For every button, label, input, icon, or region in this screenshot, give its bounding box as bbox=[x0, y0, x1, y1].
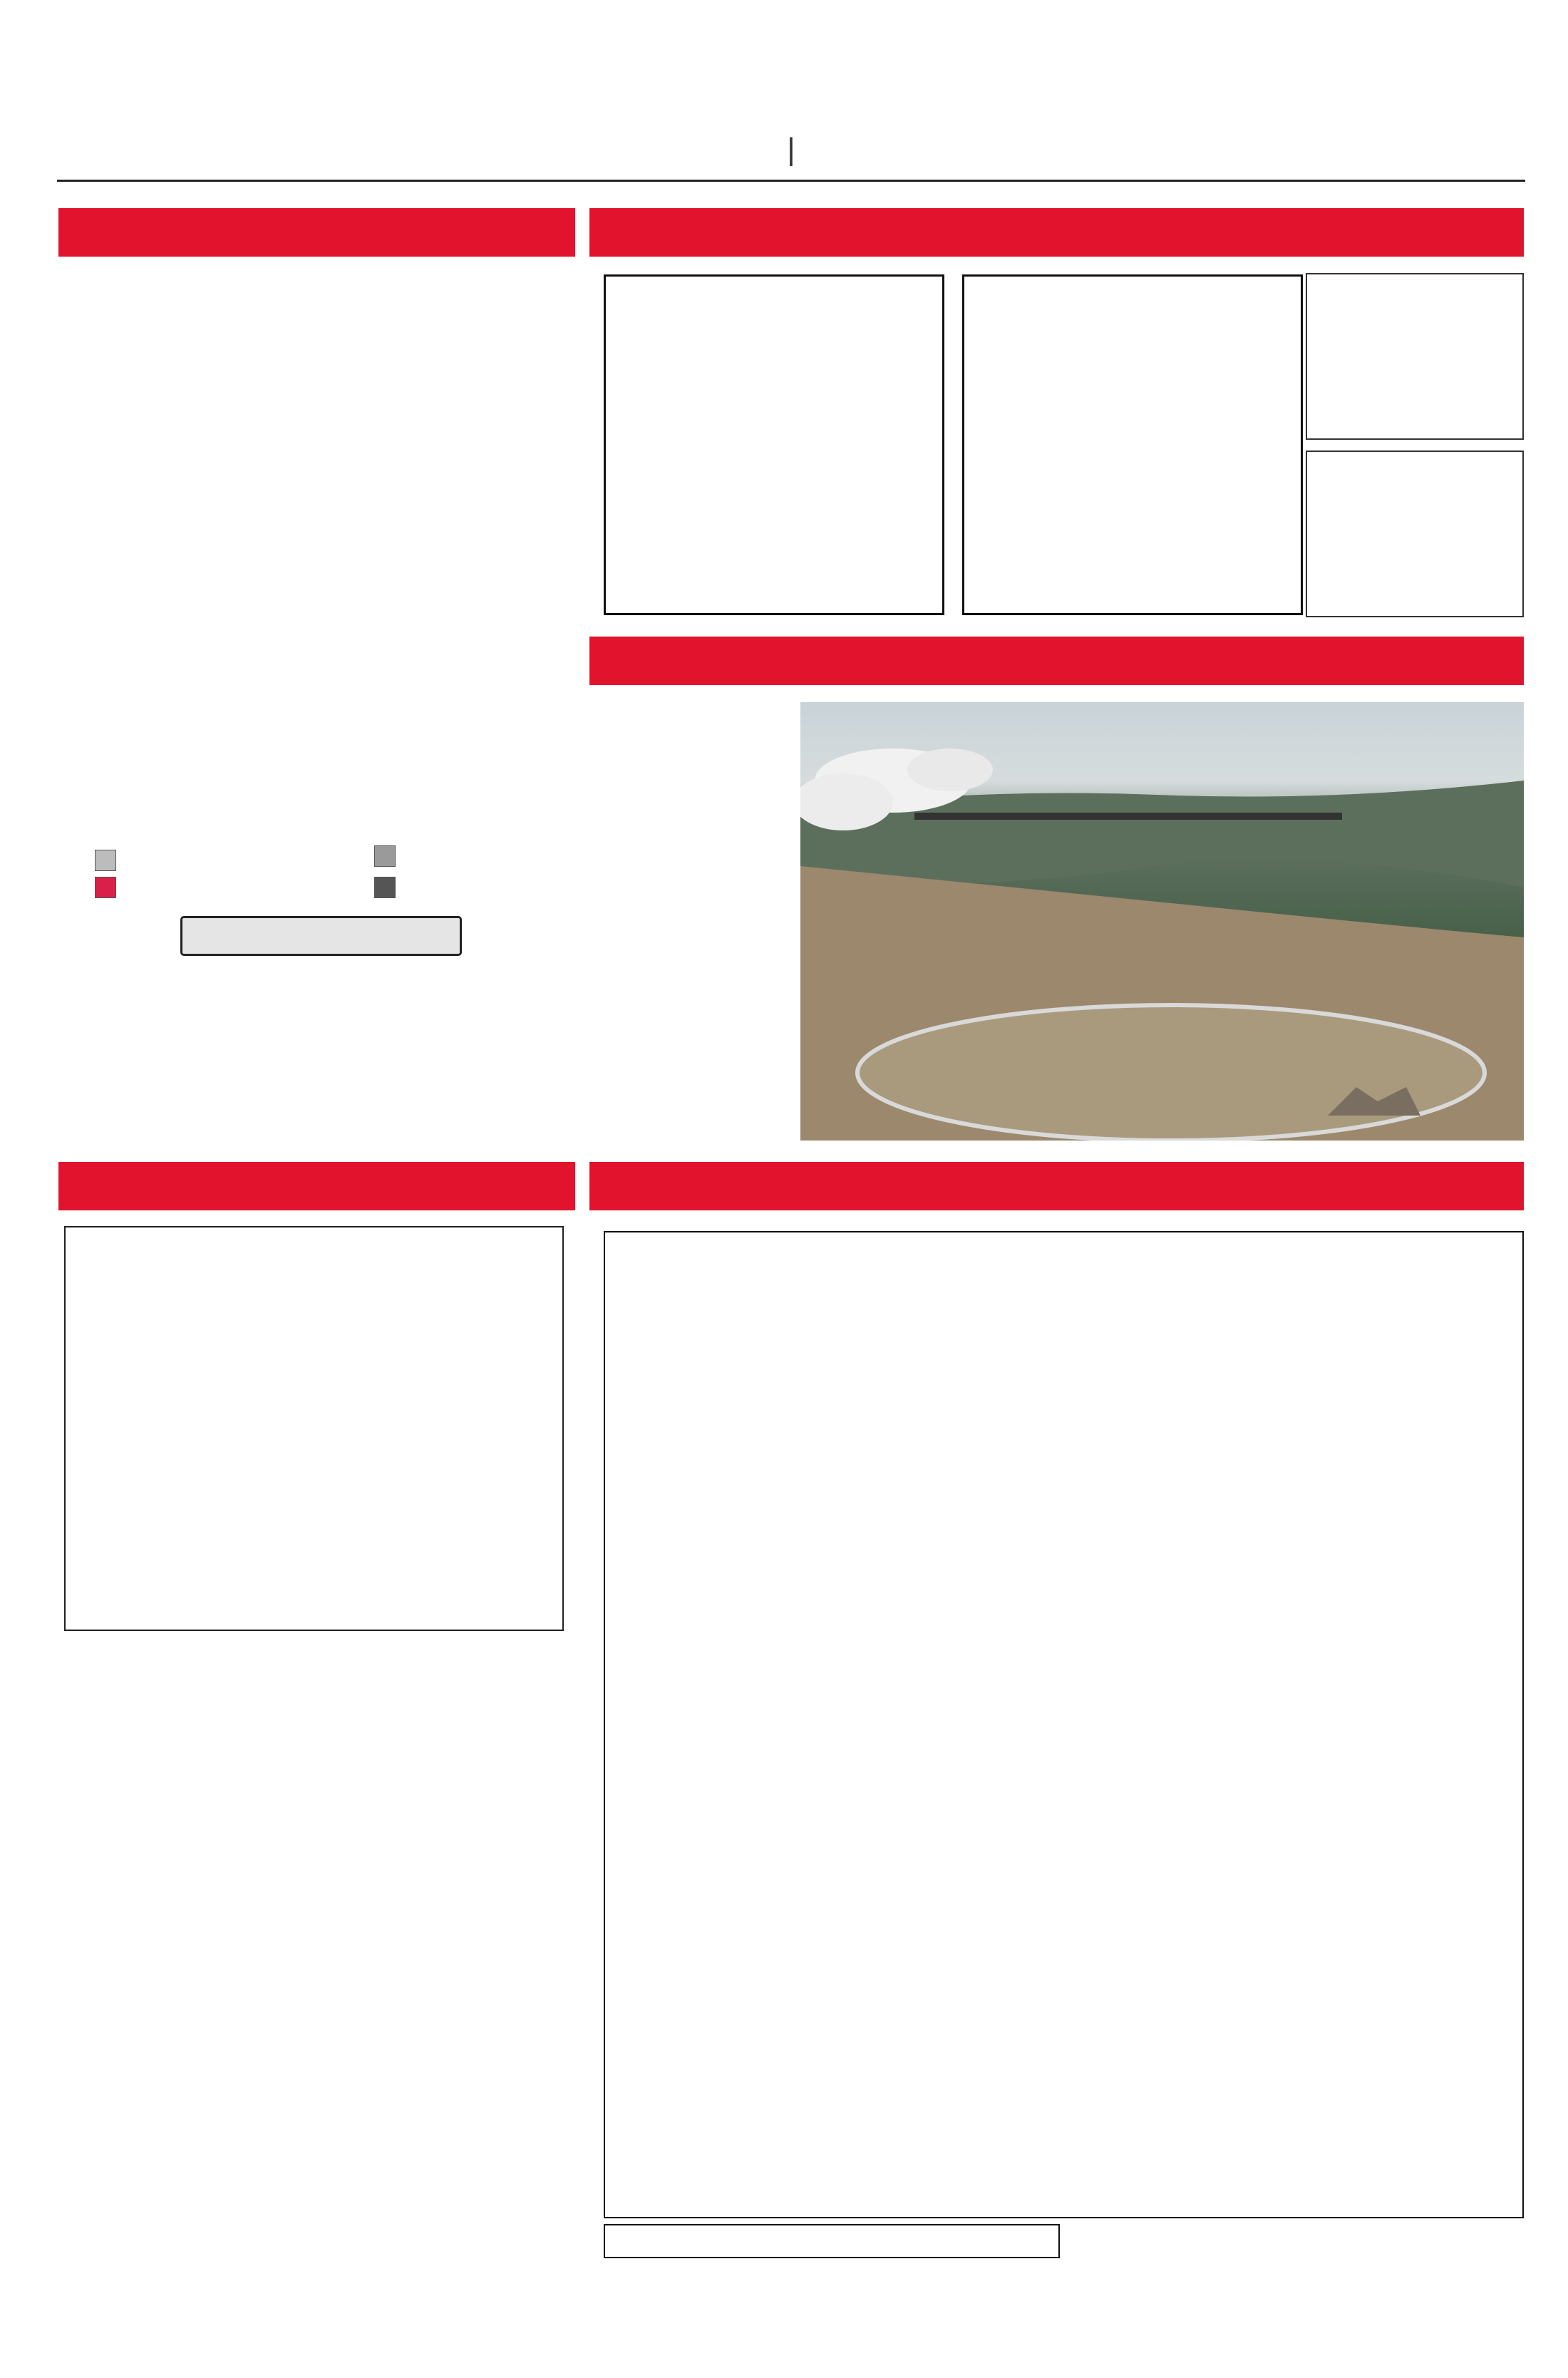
page-header bbox=[57, 132, 1525, 175]
sudoku-ribbon bbox=[589, 208, 1524, 257]
sudoku-solution-b bbox=[1306, 451, 1524, 617]
scrabble-board[interactable] bbox=[77, 291, 547, 761]
legend-triple-letter-swatch bbox=[374, 877, 396, 898]
ort-ribbon bbox=[589, 637, 1524, 685]
section-title: | bbox=[787, 132, 795, 167]
crossword-answer-row[interactable] bbox=[604, 2224, 1060, 2258]
kreuz-ribbon bbox=[589, 1162, 1524, 1210]
brocken-photo bbox=[800, 702, 1524, 1141]
crossword-grid[interactable] bbox=[604, 1231, 1524, 2218]
haken-ribbon bbox=[58, 1162, 575, 1210]
legend-double-word-swatch bbox=[95, 850, 116, 871]
legend-triple-word-swatch bbox=[95, 877, 116, 898]
sudoku-grid-right[interactable] bbox=[962, 274, 1303, 615]
sudoku-grid-left[interactable] bbox=[604, 274, 944, 615]
haken-clues-col2 bbox=[238, 1643, 402, 1675]
rules-text-3 bbox=[411, 1011, 550, 1019]
scrabble-ribbon bbox=[58, 208, 575, 257]
haken-grid[interactable] bbox=[64, 1226, 564, 1631]
sudoku-solution-a bbox=[1306, 273, 1524, 440]
ort-article bbox=[609, 704, 791, 706]
header-divider bbox=[57, 180, 1525, 182]
photo-illustration bbox=[800, 702, 1524, 1141]
legend-double-letter-swatch bbox=[374, 845, 396, 867]
letter-rack bbox=[180, 916, 462, 956]
